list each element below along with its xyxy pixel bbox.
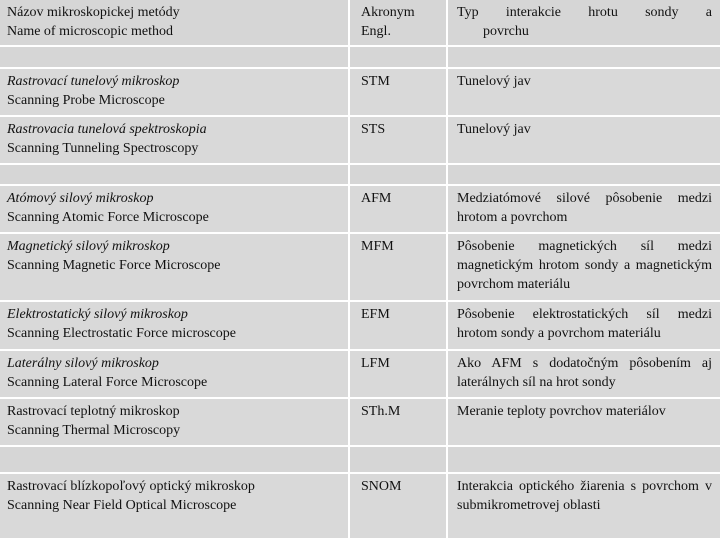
method-name-en: Scanning Tunneling Spectroscopy [7, 141, 199, 156]
method-name-sk: Rastrovací blízkopoľový optický mikroskop [7, 479, 255, 494]
acronym-cell: STM [350, 69, 448, 117]
acronym-cell: AFM [350, 186, 448, 234]
table-row [0, 302, 720, 351]
method-name-cell [0, 351, 350, 399]
method-name-sk: Elektrostatický silový mikroskop [7, 307, 188, 322]
method-name-sk: Atómový silový mikroskop [7, 191, 154, 206]
method-name-sk: Rastrovacia tunelová spektroskopia [7, 122, 207, 137]
interaction-cell: Meranie teploty povrchov materiálov [448, 399, 720, 447]
method-name-en: Scanning Lateral Force Microscope [7, 375, 208, 390]
method-name-cell [0, 186, 350, 234]
method-name-sk: Laterálny silový mikroskop [7, 356, 159, 371]
method-name-en: Scanning Electrostatic Force microscope [7, 326, 236, 341]
table-row [0, 117, 720, 165]
method-name-cell [0, 474, 350, 540]
acronym-cell: MFM [350, 234, 448, 302]
table-row [0, 474, 720, 540]
method-name-sk: Rastrovací tunelový mikroskop [7, 74, 180, 89]
method-name-cell [0, 69, 350, 117]
acronym-cell: LFM [350, 351, 448, 399]
table-header-row [0, 0, 720, 47]
acronym-cell: EFM [350, 302, 448, 351]
method-name-sk: Magnetický silový mikroskop [7, 239, 170, 254]
spacer-row [0, 165, 720, 186]
header-method-name-sk: Názov mikroskopickej metódy [7, 5, 180, 20]
table-row [0, 399, 720, 447]
acronym-cell: STS [350, 117, 448, 165]
method-name-cell [0, 399, 350, 447]
interaction-cell: Ako AFM s dodatočným pôsobením aj laterálnych síl na hrot sondy [448, 351, 720, 399]
interaction-cell: Interakcia optického žiarenia s povrchom v submikrometrovej oblasti [448, 474, 720, 540]
method-name-en: Scanning Thermal Microscopy [7, 423, 181, 438]
method-name-en: Scanning Magnetic Force Microscope [7, 258, 221, 273]
table-row [0, 69, 720, 117]
table-row [0, 186, 720, 234]
table-row [0, 351, 720, 399]
header-interaction-line2: povrchu [483, 24, 529, 39]
method-name-cell [0, 117, 350, 165]
method-name-cell [0, 234, 350, 302]
header-interaction-type [448, 0, 720, 47]
table-row [0, 234, 720, 302]
header-acronym [350, 0, 448, 47]
method-name-en: Scanning Probe Microscope [7, 93, 165, 108]
interaction-cell: Medziatómové silové pôsobenie medzi hrotom a povrchom [448, 186, 720, 234]
acronym-cell: SNOM [350, 474, 448, 540]
header-method-name [0, 0, 350, 47]
header-acronym-line1: Akronym [361, 5, 415, 20]
spacer-row [0, 447, 720, 474]
header-method-name-en: Name of microscopic method [7, 24, 174, 39]
interaction-cell: Tunelový jav [448, 117, 720, 165]
header-interaction-line1: Typ interakcie hrotu sondy a [457, 5, 712, 20]
interaction-cell: Pôsobenie magnetických síl medzi magnetickým hrotom sondy a magnetickým povrchom materiálu [448, 234, 720, 302]
interaction-cell: Pôsobenie elektrostatických síl medzi hrotom sondy a povrchom materiálu [448, 302, 720, 351]
spacer-row [0, 47, 720, 69]
interaction-cell: Tunelový jav [448, 69, 720, 117]
method-name-en: Scanning Atomic Force Microscope [7, 210, 209, 225]
method-name-sk: Rastrovací teplotný mikroskop [7, 404, 180, 419]
method-name-cell [0, 302, 350, 351]
method-name-en: Scanning Near Field Optical Microscope [7, 498, 237, 513]
acronym-cell: STh.M [350, 399, 448, 447]
header-acronym-line2: Engl. [361, 24, 391, 39]
